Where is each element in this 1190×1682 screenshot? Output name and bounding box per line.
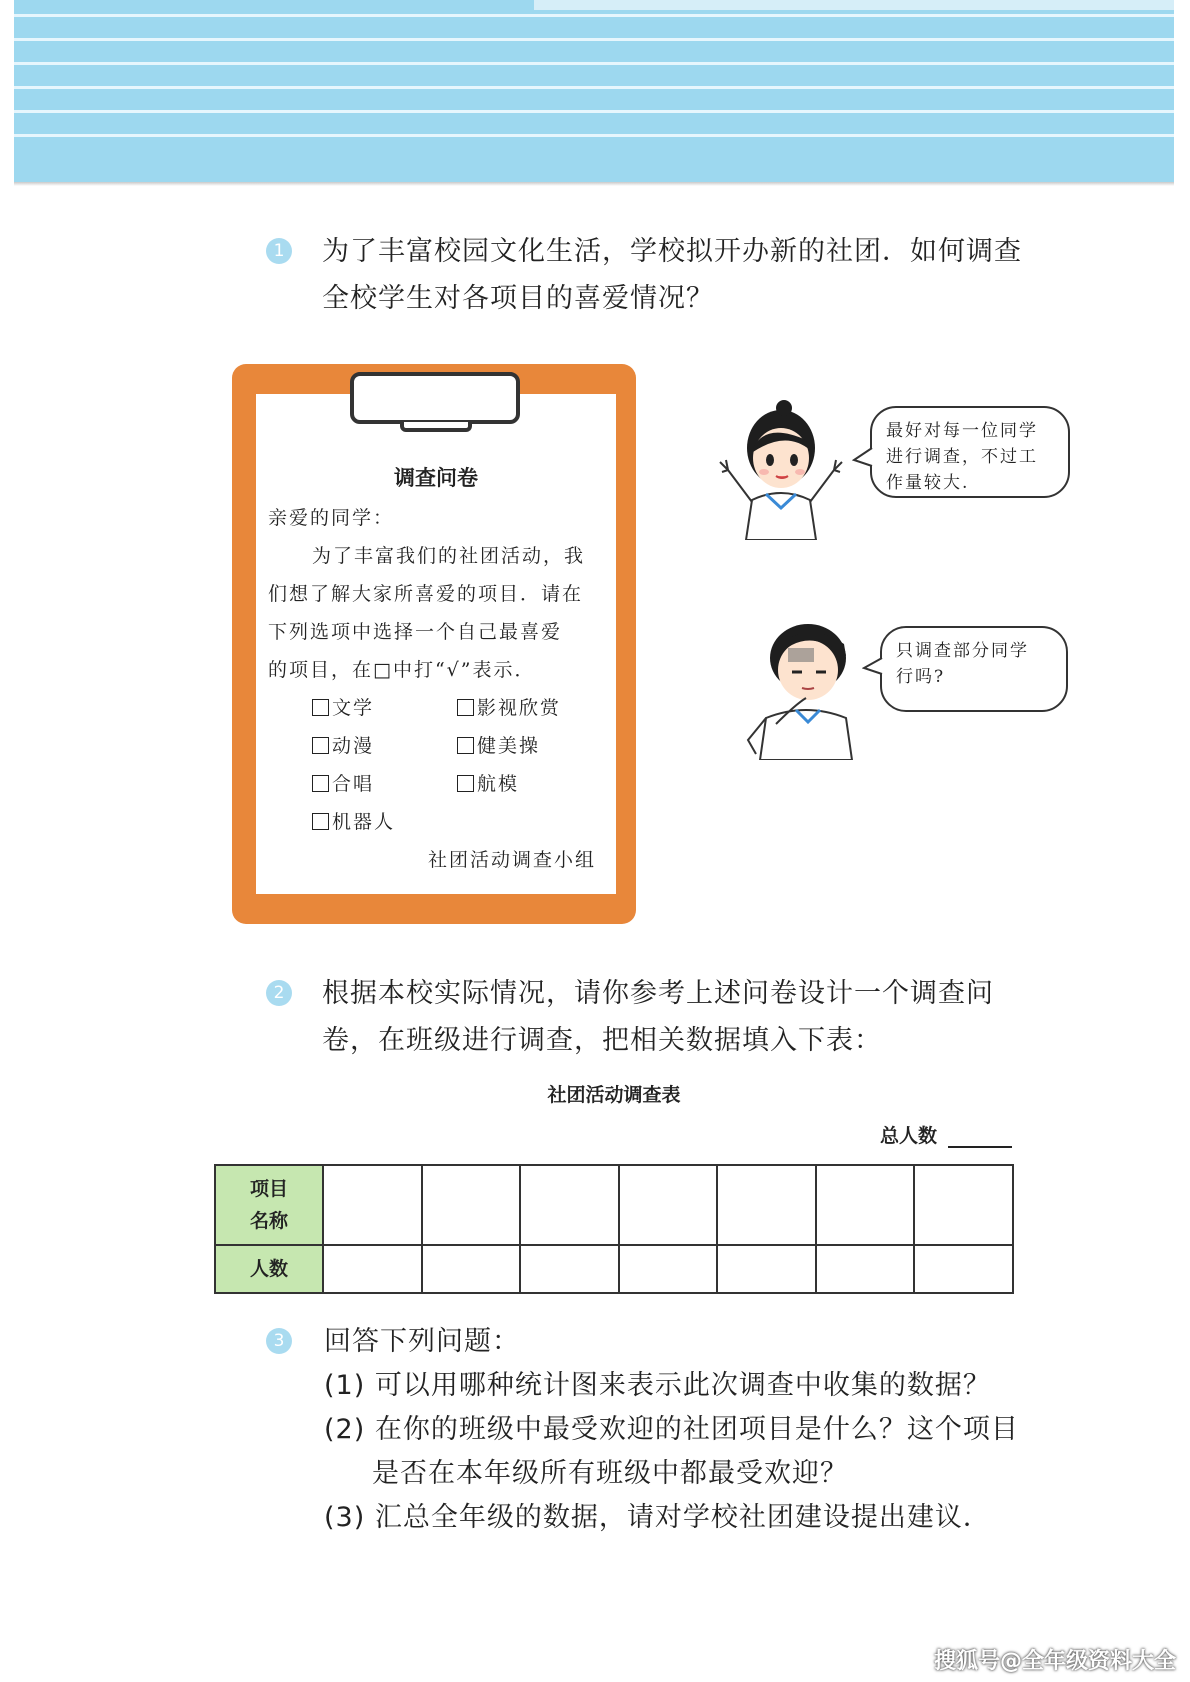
bubble-tail	[862, 656, 886, 680]
header-line: 名称	[249, 1210, 288, 1232]
option-label: 文学	[332, 697, 375, 719]
checkbox[interactable]	[457, 775, 474, 792]
table-row	[215, 1245, 1013, 1293]
watermark: 搜狐号@全年级资料大全	[933, 1649, 1176, 1674]
table-cell[interactable]	[520, 1165, 619, 1245]
total-count-blank[interactable]	[948, 1146, 1012, 1148]
option-label: 航模	[477, 773, 520, 795]
q3-intro: 回答下列问题：	[324, 1326, 520, 1357]
questionnaire-body-line: 们想了解大家所喜爱的项目．请在	[268, 583, 584, 605]
option-robot[interactable]	[312, 807, 395, 834]
table-row	[215, 1165, 1013, 1245]
checkbox[interactable]	[312, 699, 329, 716]
table-cell[interactable]	[323, 1165, 422, 1245]
row-header-count: 人数	[215, 1245, 323, 1293]
q2-line-1: 根据本校实际情况，请你参考上述问卷设计一个调查问	[322, 978, 994, 1009]
table-cell[interactable]	[520, 1245, 619, 1293]
q1-number-badge: 1	[266, 238, 292, 264]
clipboard-clip-tab	[400, 422, 472, 432]
table-cell[interactable]	[422, 1245, 521, 1293]
survey-table	[214, 1164, 1014, 1294]
option-aerobics[interactable]	[457, 731, 540, 758]
option-label: 健美操	[477, 735, 541, 757]
option-label: 动漫	[332, 735, 375, 757]
bubble-line: 进行调查，不过工	[886, 447, 1038, 467]
checkbox[interactable]	[312, 775, 329, 792]
speech-bubble-girl	[870, 406, 1070, 498]
questionnaire-body-line: 的项目，在□中打“√”表示．	[268, 659, 536, 681]
questionnaire-greeting: 亲爱的同学：	[268, 507, 395, 529]
banner-stripe	[14, 38, 1174, 41]
questionnaire-body-line: 为了丰富我们的社团活动，我	[312, 545, 586, 567]
option-model-aircraft[interactable]	[457, 769, 519, 796]
bubble-line: 只调查部分同学	[896, 641, 1029, 661]
table-cell[interactable]	[422, 1165, 521, 1245]
questionnaire-body-line: 下列选项中选择一个自己最喜爱	[268, 621, 563, 643]
questionnaire-title: 调查问卷	[394, 466, 478, 490]
checkbox[interactable]	[312, 737, 329, 754]
option-label: 合唱	[332, 773, 375, 795]
q2-number-badge: 2	[266, 980, 292, 1006]
table-cell[interactable]	[619, 1245, 718, 1293]
row-header-project-name	[215, 1165, 323, 1245]
option-label: 机器人	[332, 811, 396, 833]
banner-stripe	[14, 86, 1174, 89]
checkbox[interactable]	[312, 813, 329, 830]
option-film[interactable]	[457, 693, 561, 720]
q3-item-3: (3) 汇总全年级的数据，请对学校社团建设提出建议．	[324, 1502, 991, 1533]
bubble-line: 最好对每一位同学	[886, 421, 1038, 441]
table-cell[interactable]	[816, 1245, 915, 1293]
table-cell[interactable]	[914, 1165, 1013, 1245]
q3-item-1: (1) 可以用哪种统计图来表示此次调查中收集的数据？	[324, 1370, 991, 1401]
table-cell[interactable]	[816, 1165, 915, 1245]
bubble-line: 作量较大.	[886, 473, 970, 493]
table-title: 社团活动调查表	[547, 1084, 681, 1106]
banner-stripe	[14, 134, 1174, 137]
banner-highlight	[534, 0, 1174, 10]
bubble-line: 行吗?	[896, 667, 946, 687]
header-banner	[14, 0, 1174, 182]
q1-line-2: 全校学生对各项目的喜爱情况？	[322, 283, 714, 314]
q3-number-badge: 3	[266, 1328, 292, 1354]
boy-illustration	[736, 614, 866, 760]
q1-line-1: 为了丰富校园文化生活，学校拟开办新的社团．如何调查	[322, 236, 1022, 267]
banner-stripe	[14, 62, 1174, 65]
banner-shadow	[14, 182, 1174, 186]
option-chorus[interactable]	[312, 769, 374, 796]
questionnaire-signature: 社团活动调查小组	[428, 849, 597, 871]
table-cell[interactable]	[717, 1245, 816, 1293]
table-cell[interactable]	[619, 1165, 718, 1245]
checkbox[interactable]	[457, 699, 474, 716]
checkbox[interactable]	[457, 737, 474, 754]
option-animation[interactable]	[312, 731, 374, 758]
total-count-label: 总人数	[880, 1125, 938, 1147]
table-cell[interactable]	[914, 1245, 1013, 1293]
q3-item-2-cont: 是否在本年级所有班级中都最受欢迎？	[372, 1458, 848, 1489]
clipboard-clip	[350, 372, 520, 424]
option-label: 影视欣赏	[477, 697, 562, 719]
q2-line-2: 卷，在班级进行调查，把相关数据填入下表：	[322, 1025, 882, 1056]
speech-bubble-boy	[880, 626, 1068, 712]
table-cell[interactable]	[323, 1245, 422, 1293]
bubble-tail	[852, 446, 876, 470]
banner-stripe	[14, 14, 1174, 17]
q3-item-2: (2) 在你的班级中最受欢迎的社团项目是什么？这个项目	[324, 1414, 1019, 1445]
option-literature[interactable]	[312, 693, 374, 720]
banner-stripe	[14, 110, 1174, 113]
header-line: 项目	[249, 1178, 288, 1200]
table-cell[interactable]	[717, 1165, 816, 1245]
girl-illustration	[706, 400, 856, 540]
